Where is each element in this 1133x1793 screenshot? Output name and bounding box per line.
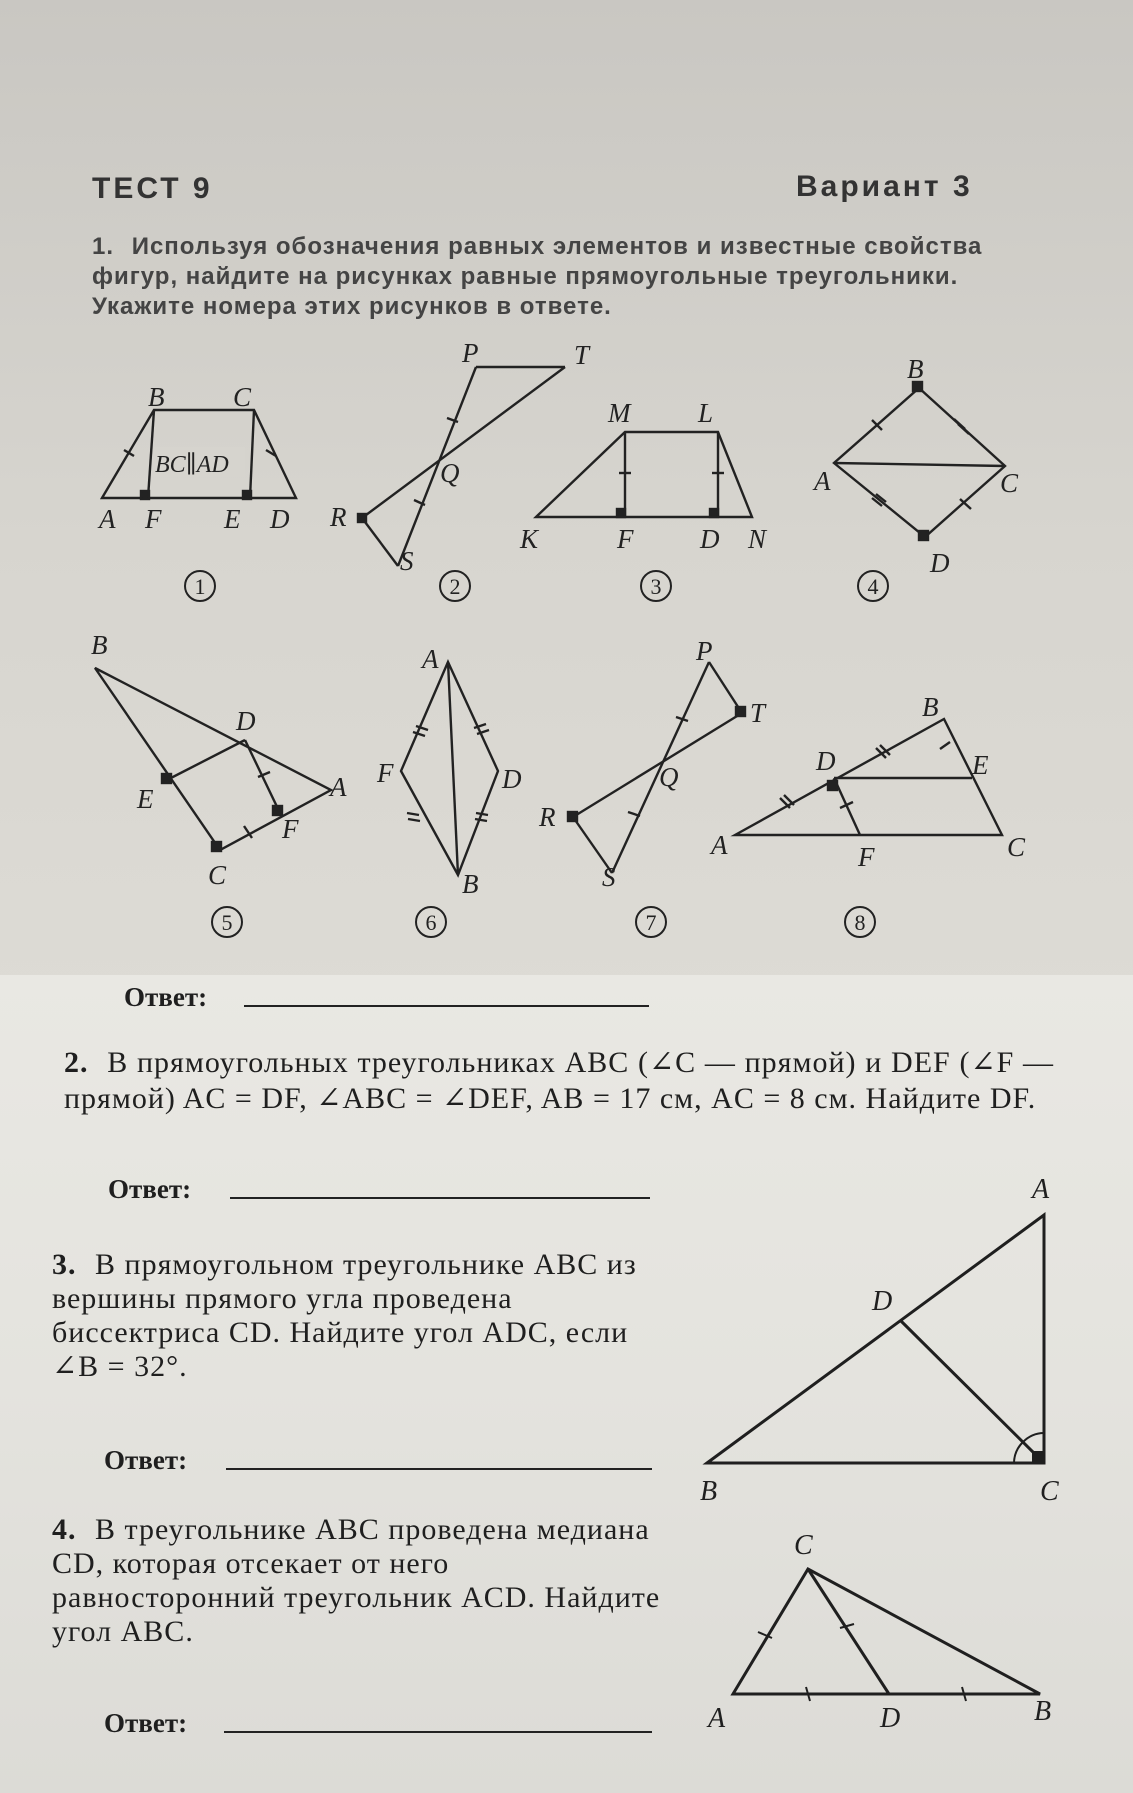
- fig6-label-f: F: [377, 758, 394, 788]
- fig3-label-l: L: [698, 398, 714, 428]
- task-4-number: 4.: [52, 1513, 77, 1546]
- fig7-label-s: S: [602, 862, 616, 892]
- task-2: [64, 1045, 1054, 1117]
- svg-text:3: 3: [650, 574, 662, 599]
- fig1-label-c: C: [233, 382, 252, 412]
- fig1-label-b: B: [148, 382, 165, 412]
- fig6-label-b: B: [462, 869, 479, 899]
- figure-number-4: [858, 571, 888, 601]
- task4-label-a: A: [708, 1703, 726, 1734]
- fig3-label-n: N: [748, 524, 767, 554]
- task4-label-c: C: [794, 1530, 813, 1561]
- task4-label-b: B: [1034, 1696, 1052, 1727]
- task-1-text: Используя обозначения равных элементов и известные свойства фигур, найдите на рисунках равные прямоугольные треугольники. Укажите номера этих рисунков в ответе.: [92, 233, 983, 320]
- task-3-answer-label: Ответ:: [104, 1445, 188, 1475]
- fig2-label-t: T: [574, 340, 590, 370]
- fig2-label-r: R: [330, 502, 347, 532]
- task3-label-b: B: [700, 1476, 718, 1507]
- fig1-label-e: E: [224, 504, 241, 534]
- fig5-label-d: D: [236, 706, 256, 736]
- task-1-answer-label: Ответ:: [124, 982, 208, 1012]
- fig2-label-s: S: [400, 546, 414, 576]
- fig5-label-e: E: [137, 784, 154, 814]
- fig1-label-a: A: [99, 504, 116, 534]
- fig1-label-d: D: [270, 504, 290, 534]
- fig3-label-m: M: [608, 398, 631, 428]
- fig8-label-e: E: [972, 750, 989, 780]
- variant-title: Вариант 3: [796, 170, 973, 203]
- fig5-label-c: C: [208, 860, 227, 890]
- svg-text:5: 5: [221, 910, 233, 935]
- fig4-label-d: D: [930, 548, 950, 578]
- figure-6: [401, 662, 498, 875]
- fig5-label-a: A: [330, 772, 347, 802]
- task-3-number: 3.: [52, 1248, 77, 1281]
- fig7-label-p: P: [696, 636, 713, 666]
- svg-text:8: 8: [854, 910, 866, 935]
- fig3-label-k: K: [520, 524, 539, 554]
- svg-text:2: 2: [449, 574, 461, 599]
- task-4-text: В треугольнике ABC проведена медиана CD, которая отсекает от него равносторонний треугольник ACD. Найдите угол ABC.: [52, 1513, 661, 1648]
- task-3-figure: [680, 1160, 1080, 1510]
- fig1-parallel-note: BC∥AD: [155, 452, 229, 478]
- figure-3: [536, 432, 752, 517]
- svg-text:7: 7: [645, 910, 657, 935]
- fig6-label-d: D: [502, 764, 522, 794]
- fig6-label-a: A: [422, 644, 439, 674]
- figure-number-1: [185, 571, 215, 601]
- fig8-label-f: F: [858, 842, 875, 872]
- task-2-text: В прямоугольных треугольниках ABC (∠C — прямой) и DEF (∠F — прямой) AC = DF, ∠ABC = ∠DEF, AB = 17 см, AC = 8 см. Найдите DF.: [64, 1046, 1055, 1115]
- fig8-label-d: D: [816, 746, 836, 776]
- task3-label-d: D: [872, 1286, 893, 1317]
- fig8-label-b: B: [922, 692, 939, 722]
- figure-number-2: [440, 571, 470, 601]
- fig8-label-c: C: [1007, 832, 1026, 862]
- fig7-label-r: R: [539, 802, 556, 832]
- figure-8: [735, 719, 1002, 835]
- fig8-label-a: A: [711, 830, 728, 860]
- test-title: ТЕСТ 9: [92, 172, 213, 205]
- fig2-label-q: Q: [440, 458, 460, 488]
- task3-label-c: C: [1040, 1476, 1059, 1507]
- figure-number-8: [845, 907, 875, 937]
- svg-text:1: 1: [194, 574, 206, 599]
- fig2-label-p: P: [462, 338, 479, 368]
- task-2-answer-label: Ответ:: [108, 1174, 192, 1204]
- fig4-label-b: B: [907, 354, 924, 384]
- figure-number-5: [212, 907, 242, 937]
- fig7-label-t: T: [750, 698, 766, 728]
- fig7-label-q: Q: [659, 762, 679, 792]
- fig3-label-d: D: [700, 524, 720, 554]
- task-2-number: 2.: [64, 1046, 89, 1079]
- task-3: [52, 1248, 662, 1384]
- task4-label-d: D: [880, 1703, 901, 1734]
- figure-4: [834, 382, 1005, 540]
- task-3-text: В прямоугольном треугольнике ABC из вершины прямого угла проведена биссектриса CD. Найдите угол ADC, если ∠B = 32°.: [52, 1248, 637, 1383]
- task3-label-a: A: [1032, 1174, 1050, 1205]
- figure-number-6: [416, 907, 446, 937]
- fig4-label-c: C: [1000, 468, 1019, 498]
- task-4-answer-label: Ответ:: [104, 1708, 188, 1738]
- figure-number-7: [636, 907, 666, 937]
- fig1-label-f: F: [145, 504, 162, 534]
- task-4-figure: [690, 1520, 1090, 1790]
- fig5-label-b: B: [91, 630, 108, 660]
- task-4: [52, 1513, 662, 1649]
- fig3-label-f: F: [617, 524, 634, 554]
- fig4-label-a: A: [814, 466, 831, 496]
- figure-number-3: [641, 571, 671, 601]
- svg-text:6: 6: [425, 910, 437, 935]
- svg-text:4: 4: [867, 574, 879, 599]
- task-1-number: 1.: [92, 233, 115, 260]
- fig5-label-f: F: [282, 814, 299, 844]
